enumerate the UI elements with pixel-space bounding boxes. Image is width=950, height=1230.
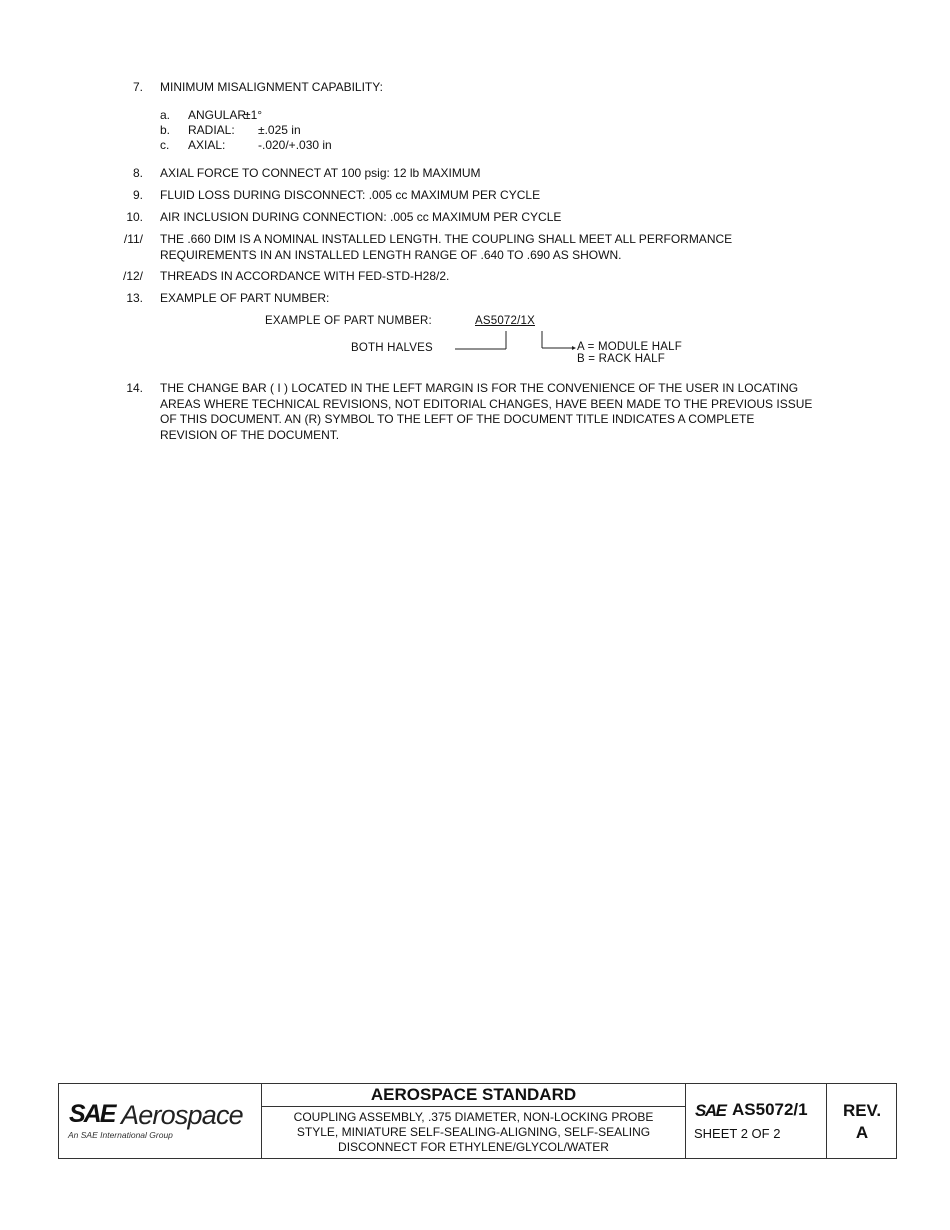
description-line: STYLE, MINIATURE SELF-SEALING-ALIGNING, SELF-SEALING — [296, 1125, 651, 1139]
note-text: EXAMPLE OF PART NUMBER: — [160, 291, 330, 305]
sub-label: ANGULAR: — [188, 108, 250, 122]
revision-label: REV. — [842, 1101, 882, 1120]
title-block — [58, 1083, 897, 1159]
standard-title: AEROSPACE STANDARD — [262, 1084, 685, 1107]
logo-tagline: An SAE International Group — [68, 1130, 173, 1140]
sub-letter: a. — [160, 108, 171, 122]
note-text: THREADS IN ACCORDANCE WITH FED-STD-H28/2. — [160, 269, 450, 283]
sheet-number: SHEET 2 OF 2 — [694, 1126, 781, 1141]
document-number: AS5072/1 — [732, 1100, 808, 1119]
title-cell — [262, 1084, 686, 1158]
note-text — [160, 232, 850, 263]
note-text-line: THE .660 DIM IS A NOMINAL INSTALLED LENGTH. THE COUPLING SHALL MEET ALL PERFORMANCE — [160, 232, 733, 246]
sub-letter: b. — [160, 123, 171, 137]
sub-value: ±.025 in — [258, 123, 301, 137]
note-text-line: AREAS WHERE TECHNICAL REVISIONS, NOT EDITORIAL CHANGES, HAVE BEEN MADE TO THE PREVIOUS ISSUE — [160, 396, 813, 411]
sub-letter: c. — [160, 138, 170, 152]
note-text-line: OF THIS DOCUMENT. AN (R) SYMBOL TO THE LEFT OF THE DOCUMENT TITLE INDICATES A COMPLETE — [160, 412, 755, 426]
revision — [827, 1100, 897, 1144]
note-number: 8. — [132, 166, 143, 180]
note-number: 14. — [126, 381, 143, 395]
description-line: DISCONNECT FOR ETHYLENE/GLYCOL/WATER — [338, 1140, 609, 1154]
sae-logo-mark: SAE — [69, 1100, 115, 1128]
logo-cell — [59, 1084, 262, 1158]
part-number-code: AS5072/1X — [475, 315, 535, 327]
document-number-cell — [686, 1084, 827, 1158]
note-number: 10. — [126, 210, 143, 224]
document-description — [262, 1110, 685, 1155]
revision-value: A — [855, 1123, 869, 1142]
note-number: 7. — [132, 80, 143, 94]
description-line: COUPLING ASSEMBLY, .375 DIAMETER, NON-LOCKING PROBE — [293, 1110, 654, 1124]
option-b-label: B = RACK HALF — [577, 353, 665, 365]
sub-value: ±1° — [244, 108, 263, 122]
both-halves-label: BOTH HALVES — [351, 342, 433, 354]
sae-small-logo: SAE — [695, 1101, 726, 1120]
sub-value: -.020/+.030 in — [258, 138, 332, 152]
note-text: MINIMUM MISALIGNMENT CAPABILITY: — [160, 80, 383, 94]
note-text-line: REQUIREMENTS IN AN INSTALLED LENGTH RANGE OF .640 TO .690 AS SHOWN. — [160, 247, 622, 262]
note-number: 9. — [132, 188, 143, 202]
note-text-line: THE CHANGE BAR ( I ) LOCATED IN THE LEFT MARGIN IS FOR THE CONVENIENCE OF THE USER IN LOCATING — [160, 381, 799, 395]
note-text — [160, 381, 850, 443]
part-number-diagram — [265, 315, 725, 371]
note-text: FLUID LOSS DURING DISCONNECT: .005 cc MAXIMUM PER CYCLE — [160, 188, 541, 202]
sub-label: RADIAL: — [188, 123, 235, 137]
note-number: 13. — [126, 291, 143, 305]
option-a-label: A = MODULE HALF — [577, 341, 682, 353]
aerospace-logo-word: Aerospace — [121, 1100, 243, 1130]
part-number-label: EXAMPLE OF PART NUMBER: — [265, 315, 432, 327]
note-text: AIR INCLUSION DURING CONNECTION: .005 cc MAXIMUM PER CYCLE — [160, 210, 562, 224]
sub-label: AXIAL: — [188, 138, 226, 152]
note-text: AXIAL FORCE TO CONNECT AT 100 psig: 12 lb MAXIMUM — [160, 166, 481, 180]
note-number: /12/ — [122, 269, 143, 283]
note-text-line: REVISION OF THE DOCUMENT. — [160, 427, 340, 442]
note-number: /11/ — [123, 232, 143, 246]
revision-cell — [827, 1084, 897, 1158]
